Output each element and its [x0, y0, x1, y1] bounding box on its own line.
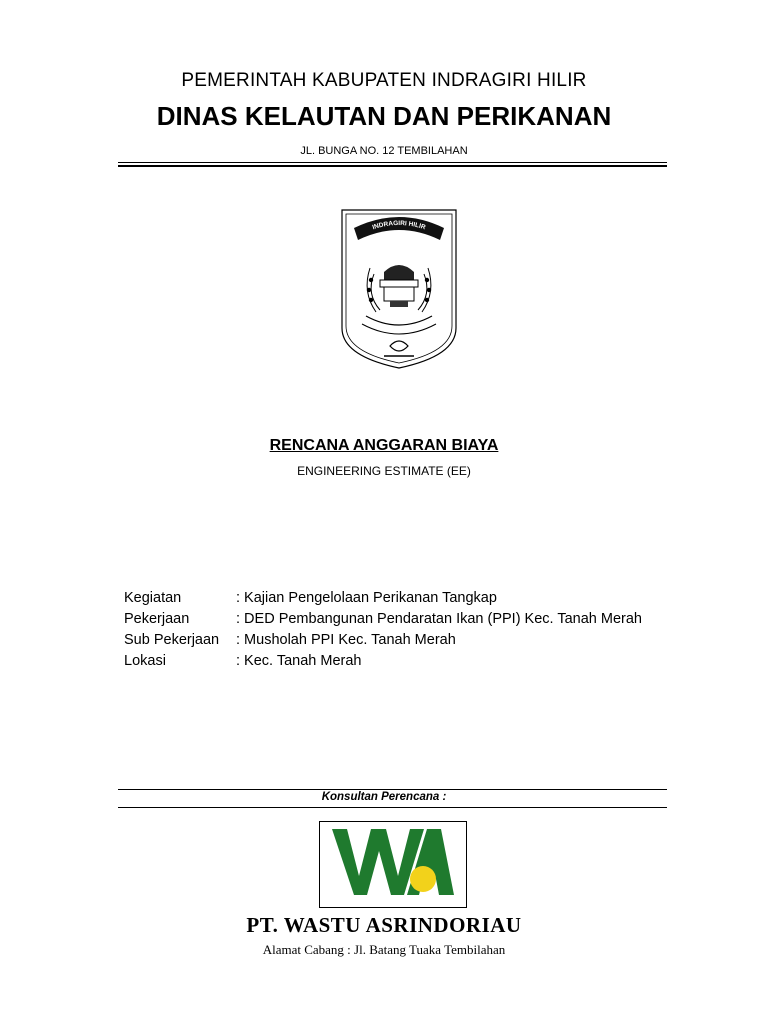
info-label: Lokasi [124, 653, 166, 669]
department-name: DINAS KELAUTAN DAN PERIKANAN [156, 101, 612, 131]
info-label: Pekerjaan [124, 611, 190, 627]
consultant-company-address: Alamat Cabang : Jl. Batang Tuaka Tembilahan [262, 942, 506, 957]
consultant-rule-top [118, 789, 667, 790]
document-title: RENCANA ANGGARAN BIAYA [269, 437, 499, 454]
header-rule-thin [118, 162, 667, 163]
consultant-rule-bottom [118, 807, 667, 808]
government-name: PEMERINTAH KABUPATEN INDRAGIRI HILIR [181, 70, 587, 91]
consultant-company-name: PT. WASTU ASRINDORIAU [246, 913, 522, 937]
info-value: : Kajian Pengelolaan Perikanan Tangkap [236, 590, 497, 606]
consultant-logo [319, 821, 467, 908]
info-label: Sub Pekerjaan [124, 632, 220, 648]
department-address: JL. BUNGA NO. 12 TEMBILAHAN [300, 145, 468, 157]
emblem-banner-text: INDRAGIRI HILIR [371, 219, 427, 232]
consultant-label: Konsultan Perencana : [321, 791, 447, 803]
info-value: : DED Pembangunan Pendaratan Ikan (PPI) Kec. Tanah Merah [236, 611, 642, 627]
info-value: : Kec. Tanah Merah [236, 653, 362, 669]
header-rule-thick [118, 165, 667, 167]
document-subtitle: ENGINEERING ESTIMATE (EE) [297, 464, 471, 478]
info-label: Kegiatan [124, 590, 182, 606]
info-value: : Musholah PPI Kec. Tanah Merah [236, 632, 456, 648]
regency-emblem [340, 208, 458, 370]
